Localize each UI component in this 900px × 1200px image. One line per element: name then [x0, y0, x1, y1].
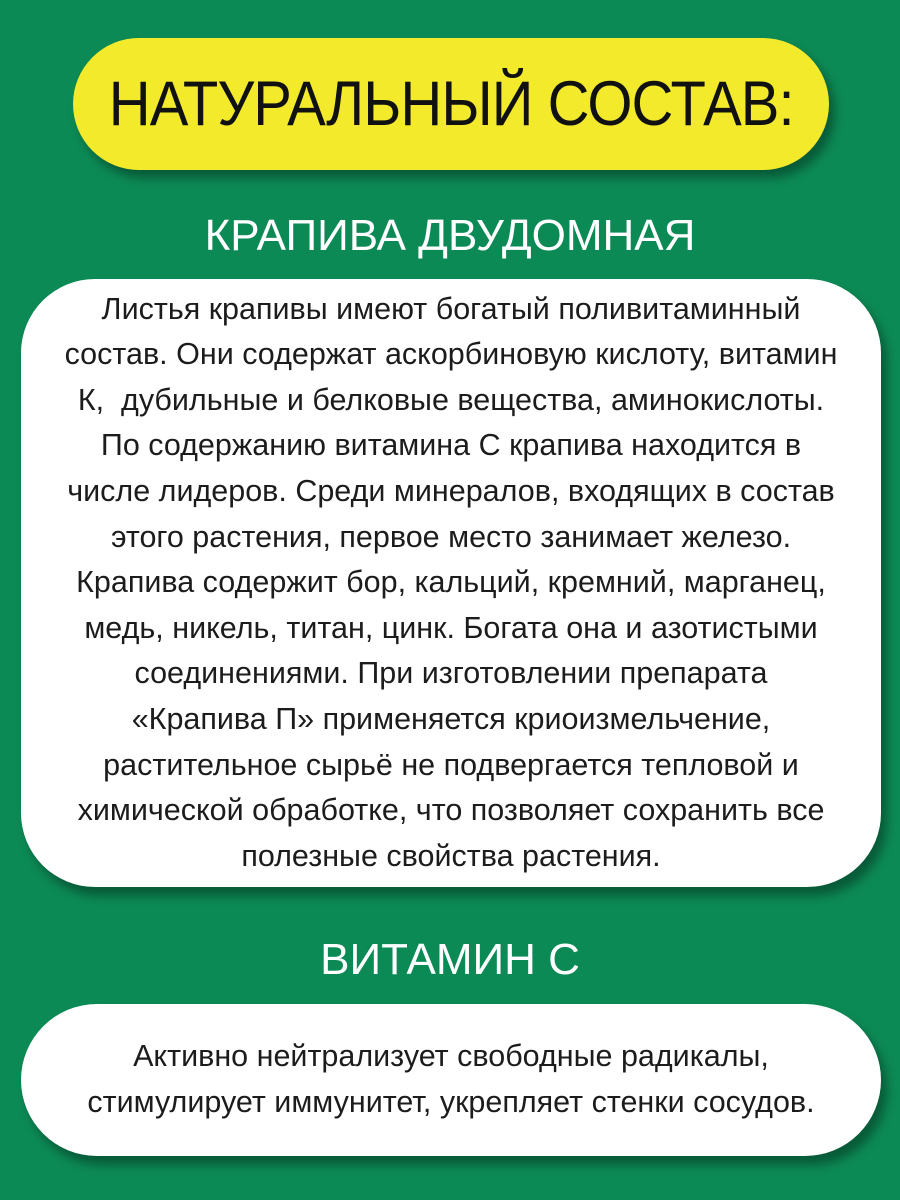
section-heading-vitamin-c: ВИТАМИН С [320, 935, 580, 984]
nettle-description [65, 287, 838, 880]
text-line: состав. Они содержат аскорбиновую кислоту, витамин [64, 337, 838, 372]
vitamin-c-description-card [21, 1004, 881, 1156]
text-line: К, дубильные и белковые вещества, аминокислоты. [77, 382, 825, 417]
section-heading-nettle: КРАПИВА ДВУДОМНАЯ [204, 211, 696, 260]
text-line: По содержанию витамина С крапива находится в [100, 428, 802, 463]
text-line: стимулирует иммунитет, укрепляет стенки сосудов. [87, 1085, 815, 1119]
text-line: медь, никель, титан, цинк. Богата она и азотистыми [84, 610, 818, 645]
banner-title: НАТУРАЛЬНЫЙ СОСТАВ: [108, 69, 794, 139]
text-line: числе лидеров. Среди минералов, входящих в состав [67, 474, 835, 509]
text-line: Активно нейтрализует свободные радикалы, [133, 1039, 769, 1074]
text-line: полезные свойства растения. [241, 838, 661, 873]
text-line: соединениями. При изготовлении препарата [134, 656, 768, 691]
text-line: растительное сырьё не подвергается тепловой и [103, 747, 799, 782]
text-line: химической обработке, что позволяет сохранить все [77, 793, 825, 828]
nettle-description-card [21, 279, 881, 887]
vitamin-c-description [87, 1034, 814, 1125]
title-banner [73, 38, 829, 170]
text-line: «Крапива П» применяется криоизмельчение, [131, 701, 771, 736]
text-line: Листья крапивы имеют богатый поливитаминный [101, 291, 801, 326]
text-line: этого растения, первое место занимает железо. [110, 519, 792, 554]
text-line: Крапива содержит бор, кальций, кремний, марганец, [76, 565, 826, 600]
